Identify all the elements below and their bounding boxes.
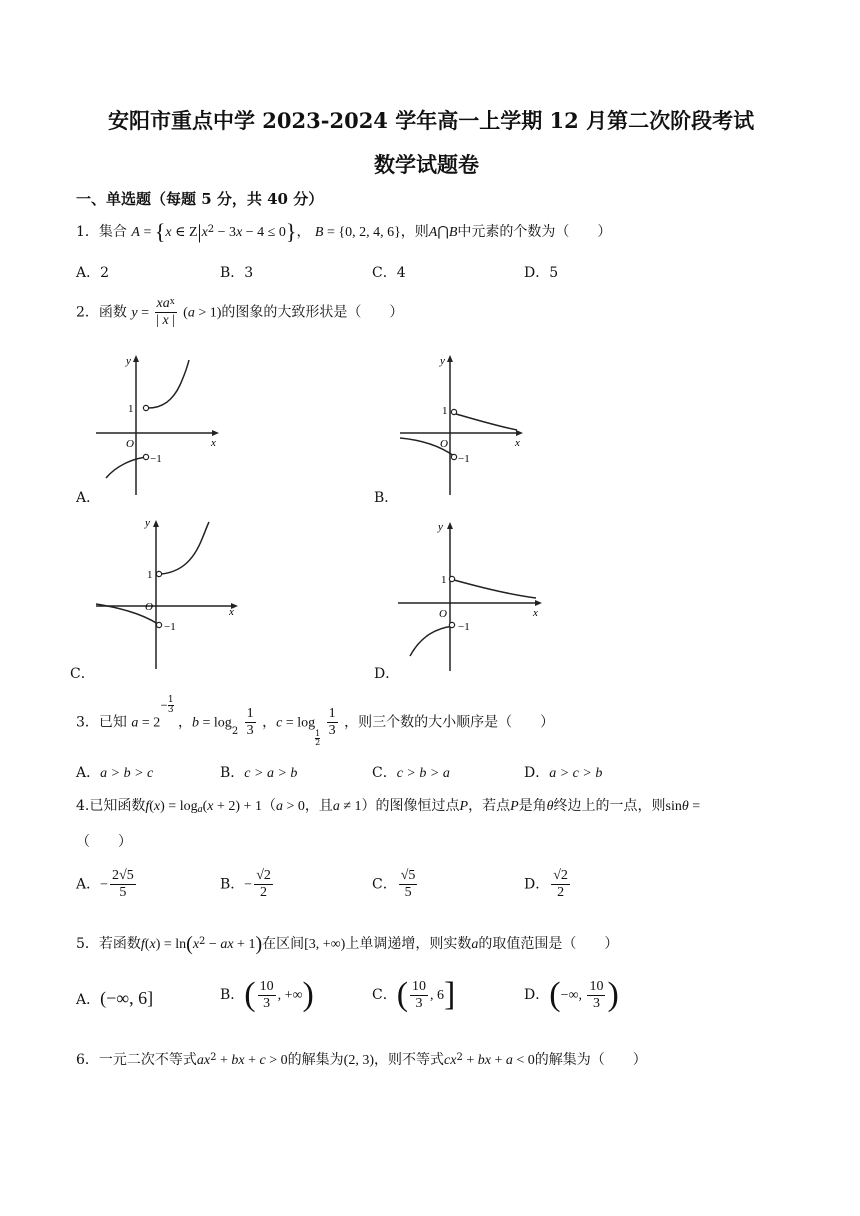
graph-b-x-label: x <box>515 437 520 449</box>
graph-b-one: 1 <box>442 405 448 417</box>
q5-option-d[interactable]: D．(−∞, $\frac{10}{3}$ ) <box>524 976 619 1013</box>
q3-option-d[interactable]: D．a > c > b <box>524 765 603 781</box>
q1-option-c[interactable]: C．4 <box>372 265 406 281</box>
q3-option-a[interactable]: A．a > b > c <box>76 765 154 781</box>
question-2: 2．函数 y = $\frac{xa^x}{| x |}$ (a > 1)的图象的大致形状是（ ） <box>76 296 404 328</box>
graph-c-one: 1 <box>147 569 153 581</box>
question-6: 6．一元二次不等式$ax^2$ + bx + c > 0的解集为(2, 3)，则不等式$cx^2$ + bx + a < 0的解集为（ ） <box>76 1052 647 1068</box>
q1-option-a[interactable]: A．2 <box>76 265 110 281</box>
q1-number: 1．集合 <box>76 224 127 240</box>
q4-option-d[interactable]: D． $\frac{√2}{2}$ <box>524 868 568 900</box>
q2-option-a[interactable]: A． <box>76 490 101 506</box>
graph-d-y-label: y <box>438 521 443 533</box>
q5-option-c[interactable]: C．( $\frac{10}{3}$ , 6] <box>372 976 456 1013</box>
question-1: 1．集合 A = {x ∈ $Z|x^2 - 3x - 4 \le 0$}， B = {0, 2, 4, 6}，则A⋂B中元素的个数为（ ） <box>76 219 612 244</box>
section-heading: 一、单选题（每题 5 分，共 40 分） <box>76 190 324 208</box>
q3-option-c[interactable]: C．c > b > a <box>372 765 450 781</box>
graph-a <box>88 350 228 500</box>
q4-option-c[interactable]: C． $\frac{√5}{5}$ <box>372 868 416 900</box>
q1-option-b[interactable]: B．3 <box>220 265 254 281</box>
graph-b-y-label: y <box>440 355 445 367</box>
graph-c-x-label: x <box>229 606 234 618</box>
q4-option-a[interactable]: A．− $\frac{2√5}{5}$ <box>76 868 134 900</box>
graph-d-one: 1 <box>441 574 447 586</box>
question-5: 5．若函数$f(x) = \ln(x^2$ − ax + 1)在区间[3, +∞)上单调递增，则实数a的取值范围是（ ） <box>76 933 619 955</box>
q1-option-d[interactable]: D．5 <box>524 265 559 281</box>
question-3: 3．已知 a = 2 − $\frac{1}{3}$ ，$b = \log_2$ $\frac{1}{3}$ ，c = log $\frac{1}{2}$ $\frac{1}{3}$ ，则三个数的大小顺序是（ ） <box>76 695 555 747</box>
graph-b-origin: O <box>440 438 448 450</box>
graph-c-y-label: y <box>145 517 150 529</box>
q2-option-d[interactable]: D． <box>374 666 400 682</box>
graph-b <box>392 350 532 500</box>
q4-line2: （ ） <box>76 834 132 850</box>
graph-a-origin: O <box>126 438 134 450</box>
q2-option-b[interactable]: B． <box>374 490 399 506</box>
q2-option-c[interactable]: C． <box>70 666 95 682</box>
page-subtitle: 数学试题卷 <box>374 152 479 177</box>
q3-option-b[interactable]: B．c > a > b <box>220 765 298 781</box>
q4-option-b[interactable]: B．− $\frac{√2}{2}$ <box>220 868 271 900</box>
graph-d <box>396 516 546 676</box>
question-4: 4.已知函数$f(x) = \log_a(x + 2) + 1(a > 0$，且a ≠ 1）的图像恒过点P，若点P是角θ终边上的一点，则sinθ = <box>76 798 701 815</box>
graph-a-one: 1 <box>128 403 134 415</box>
graph-d-minus-one: −1 <box>458 621 470 633</box>
graph-c-minus-one: −1 <box>164 621 176 633</box>
graph-c <box>92 514 242 674</box>
graph-d-x-label: x <box>533 607 538 619</box>
graph-a-y-label: y <box>126 355 131 367</box>
page-title: 安阳市重点中学 2023-2024 学年高一上学期 12 月第二次阶段考试 <box>108 108 755 133</box>
graph-a-minus-one: −1 <box>150 453 162 465</box>
graph-b-minus-one: −1 <box>458 453 470 465</box>
graph-a-x-label: x <box>211 437 216 449</box>
graph-d-origin: O <box>439 608 447 620</box>
q5-option-b[interactable]: B．( $\frac{10}{3}$ , +∞) <box>220 976 314 1013</box>
q5-option-a[interactable]: A．(−∞, 6] <box>76 988 154 1008</box>
graph-c-origin: O <box>145 601 153 613</box>
